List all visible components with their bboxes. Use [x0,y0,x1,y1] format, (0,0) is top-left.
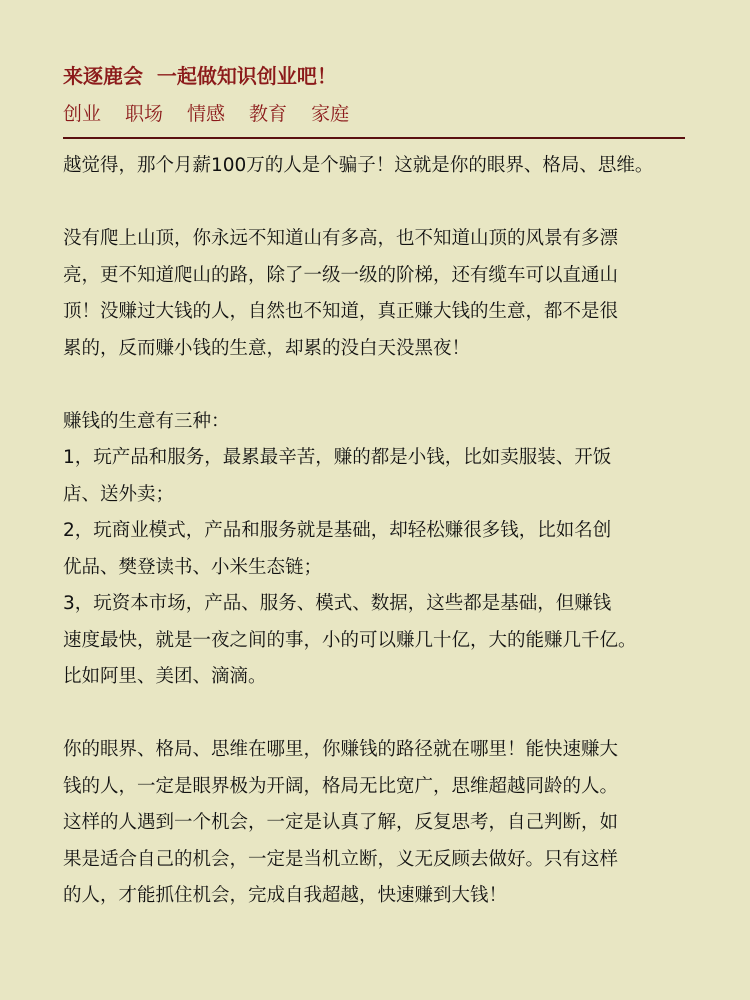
category-entrepreneurship[interactable]: 创业 [63,103,102,125]
text-line: 比如阿里、美团、滴滴。 [63,666,267,687]
text-line: 店、送外卖； [63,483,175,505]
article-body [63,148,723,915]
text-line: 速度最快，就是一夜之间的事，小的可以赚几十亿，大的能赚几千亿。 [63,629,637,651]
text-line: 2，玩商业模式，产品和服务就是基础，却轻松赚很多钱，比如名创 [63,520,612,541]
paragraph-1 [63,148,723,185]
page-title: 来逐鹿会 一起做知识创业吧！ [63,64,337,88]
category-nav [63,100,693,128]
text-line: 1，玩产品和服务，最累最辛苦，赚的都是小钱，比如卖服装、开饭 [63,447,612,468]
text-line: 优品、樊登读书、小米生态链； [63,556,323,578]
paragraph-3 [63,404,723,696]
text-line: 累的，反而赚小钱的生意，却累的没白天没黑夜！ [63,337,471,359]
header [63,62,693,128]
text-line: 亮，更不知道爬山的路，除了一级一级的阶梯，还有缆车可以直通山 [63,264,619,286]
text-line: 这样的人遇到一个机会，一定是认真了解，反复思考，自己判断，如 [63,812,619,833]
category-family[interactable]: 家庭 [311,103,350,125]
text-line: 没有爬上山顶，你永远不知道山有多高，也不知道山顶的风景有多漂 [63,228,619,249]
text-line: 顶！没赚过大钱的人，自然也不知道，真正赚大钱的生意，都不是很 [63,301,619,322]
text-line: 3，玩资本市场，产品、服务、模式、数据，这些都是基础，但赚钱 [63,593,612,614]
category-education[interactable]: 教育 [249,103,288,125]
text-line: 果是适合自己的机会，一定是当机立断，义无反顾去做好。只有这样 [63,848,619,870]
paragraph-2 [63,221,723,367]
text-line: 越觉得，那个月薪100万的人是个骗子！这就是你的眼界、格局、思维。 [63,155,654,176]
text-line: 赚钱的生意有三种： [63,410,230,432]
header-divider [63,137,685,139]
text-line: 你的眼界、格局、思维在哪里，你赚钱的路径就在哪里！能快速赚大 [63,739,619,760]
paragraph-4 [63,732,723,915]
category-workplace[interactable]: 职场 [125,103,164,125]
category-emotion[interactable]: 情感 [187,103,226,125]
text-line: 钱的人，一定是眼界极为开阔，格局无比宽广，思维超越同龄的人。 [63,775,619,797]
text-line: 的人，才能抓住机会，完成自我超越，快速赚到大钱！ [63,885,508,906]
